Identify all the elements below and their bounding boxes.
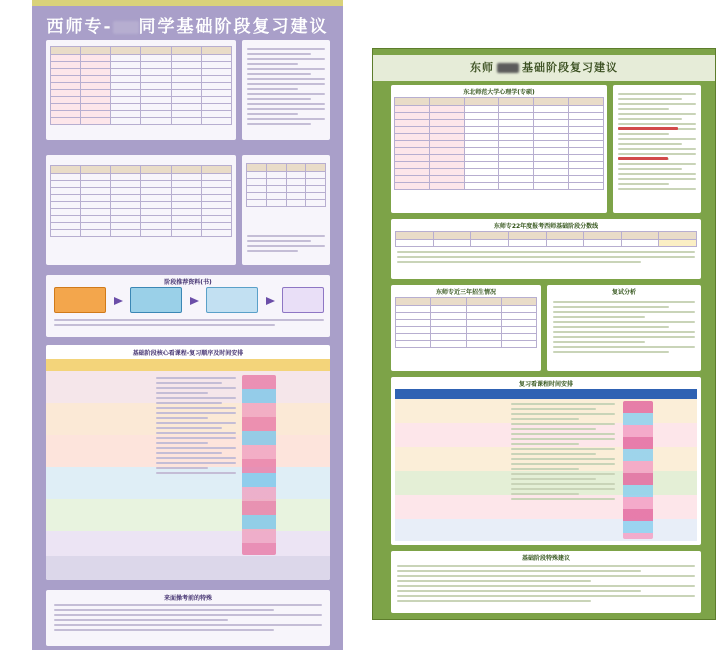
right-years-title: 东师专近三年招生情况 bbox=[435, 289, 496, 296]
right-program-card bbox=[391, 85, 607, 213]
arrow-icon bbox=[190, 297, 199, 305]
left-years-card bbox=[242, 155, 330, 265]
left-title-part2: 同学基础阶段复习建议 bbox=[138, 17, 329, 37]
left-score-table bbox=[50, 165, 232, 237]
left-score-card bbox=[46, 155, 236, 265]
right-bottom-title: 基础阶段特殊建议 bbox=[521, 555, 570, 562]
red-highlight bbox=[618, 157, 668, 160]
left-program-card bbox=[46, 40, 236, 140]
schedule-row bbox=[46, 531, 330, 556]
right-poster bbox=[372, 48, 716, 620]
right-scores-table bbox=[395, 231, 697, 247]
red-highlight bbox=[618, 127, 678, 130]
schedule-row bbox=[46, 499, 330, 531]
book-image-3 bbox=[206, 287, 258, 313]
arrow-icon bbox=[266, 297, 275, 305]
right-scores-title: 东师专22年度报考西师基础阶段分数线 bbox=[493, 223, 599, 230]
right-schedule-card bbox=[391, 377, 701, 545]
left-method-title: 阶段推荐资料(书) bbox=[164, 279, 212, 286]
schedule-row bbox=[46, 556, 330, 580]
right-poster-title bbox=[373, 59, 715, 75]
right-top-title: 东北师范大学心理学(专硕) bbox=[463, 89, 535, 96]
arrow-icon bbox=[114, 297, 123, 305]
right-schedule-title: 复习看课程时间安排 bbox=[518, 381, 573, 388]
right-reexam-title: 复试分析 bbox=[611, 289, 636, 296]
left-bottom-title: 来面操考前的特殊 bbox=[163, 595, 212, 602]
left-advice-card bbox=[242, 40, 330, 140]
book-cover-column bbox=[623, 401, 653, 539]
book-image-4 bbox=[282, 287, 324, 313]
left-method-card bbox=[46, 275, 330, 337]
left-poster-title bbox=[32, 12, 343, 37]
right-scores-card bbox=[391, 219, 701, 279]
right-title-part1: 东师 bbox=[470, 61, 494, 74]
book-image-2 bbox=[130, 287, 182, 313]
book-cover-column bbox=[242, 375, 276, 555]
right-years-card bbox=[391, 285, 541, 371]
left-poster bbox=[32, 0, 343, 650]
left-notes-card bbox=[46, 590, 330, 646]
book-image-1 bbox=[54, 287, 106, 313]
left-schedule-card bbox=[46, 345, 330, 580]
left-program-table bbox=[50, 46, 232, 125]
redacted-name bbox=[113, 21, 139, 34]
redacted-name bbox=[497, 63, 519, 73]
right-reexam-card bbox=[547, 285, 701, 371]
right-years-table bbox=[395, 297, 537, 348]
right-program-table bbox=[394, 97, 604, 190]
left-top-band bbox=[32, 0, 343, 6]
schedule-header bbox=[395, 389, 697, 399]
right-title-part2: 基础阶段复习建议 bbox=[522, 61, 618, 74]
right-advice-card bbox=[613, 85, 701, 213]
schedule-row bbox=[46, 359, 330, 371]
left-years-table bbox=[246, 163, 326, 207]
right-bottom-card bbox=[391, 551, 701, 613]
left-title-part1: 西师专- bbox=[46, 17, 113, 37]
left-schedule-title: 基础阶段核心看课程-复习顺序及时间安排 bbox=[132, 350, 244, 357]
